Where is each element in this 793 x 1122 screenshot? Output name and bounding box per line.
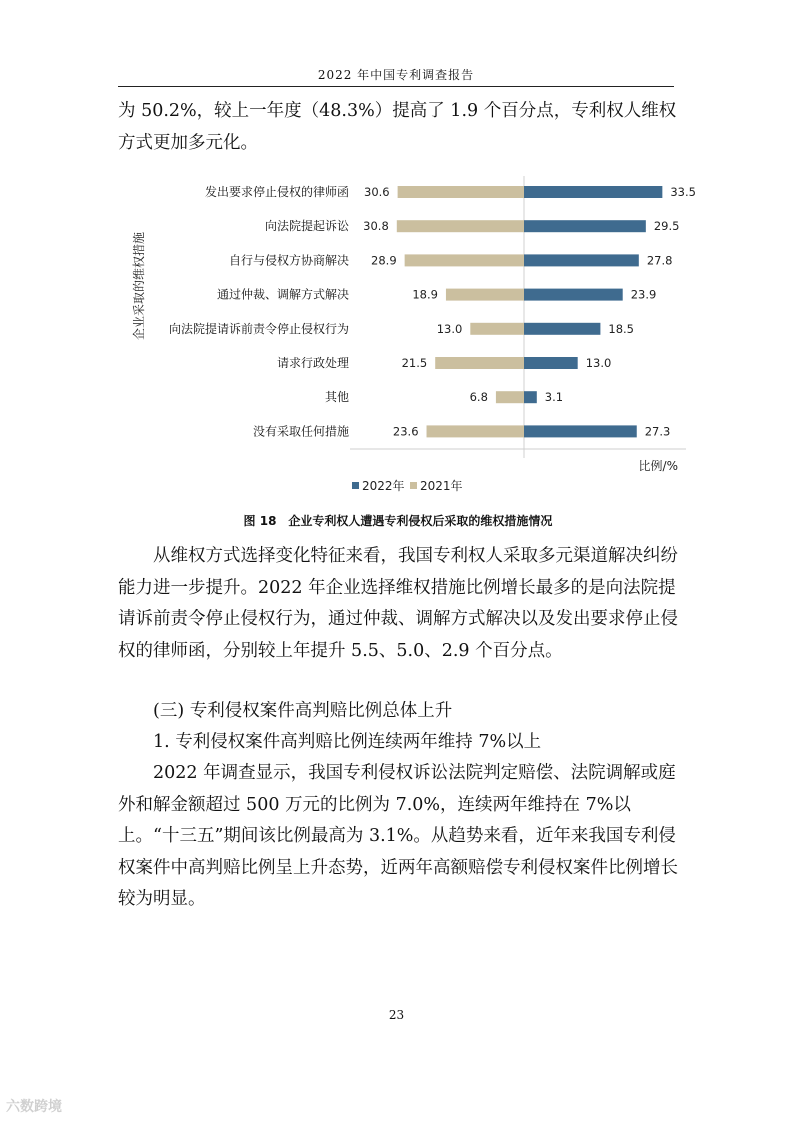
bar-2021 (446, 289, 524, 301)
bar-2021 (405, 254, 524, 266)
category-label: 其他 (324, 390, 349, 405)
section-heading: (三) 专利侵权案件高判赔比例总体上升 (153, 701, 453, 721)
value-label-2022: 13.0 (585, 356, 612, 370)
bar-2021 (470, 323, 524, 335)
value-label-2021: 28.9 (371, 253, 397, 268)
bar-2021 (435, 357, 524, 369)
diverging-bar-chart (118, 172, 696, 504)
bar-2021 (427, 425, 524, 437)
category-label: 发出要求停止侵权的律师函 (204, 185, 349, 199)
bar-2022 (524, 289, 623, 301)
bar-2021 (496, 391, 524, 403)
watermark-logo: 六数跨境 (6, 1099, 62, 1115)
category-label: 请求行政处理 (276, 356, 349, 370)
bar-2022 (524, 323, 600, 335)
category-label: 向法院提请诉前责令停止侵权行为 (168, 321, 349, 336)
body-paragraph: 从维权方式选择变化特征来看，我国专利权人采取多元渠道解决纠纷能力进一步提升。2022 年企业选择维权措施比例增长最多的是向法院提请诉前责令停止侵权行为，通过仲裁、调解方式解决以及发出要求停止侵权的律师函，分别较上年提升 5.5、5.0、2.9 个百分点。 (118, 546, 678, 661)
y-axis-title: 企业采取的维权措施 (132, 231, 146, 341)
value-label-2021: 18.9 (412, 287, 438, 302)
bar-2021 (397, 220, 524, 232)
body-paragraph-2: 2022 年调查显示，我国专利侵权诉讼法院判定赔偿、法院调解或庭外和解金额超过 500 万元的比例为 7.0%，连续两年维持在 7%以上。“十三五”期间该比例最高为 3.1%。从趋势来看，近年来我国专利侵权案件中高判赔比例呈上升态势，近两年高额赔偿专利侵权案件比例增长较为明显。 (118, 763, 678, 909)
value-label-2022: 23.9 (630, 287, 657, 302)
value-label-2022: 33.5 (670, 185, 696, 199)
bar-2022 (524, 357, 578, 369)
intro-paragraph: 为 50.2%，较上一年度（48.3%）提高了 1.9 个百分点，专利权人维权方式更加多元化。 (118, 101, 677, 153)
subsection-heading: 1. 专利侵权案件高判赔比例连续两年维持 7%以上 (153, 732, 542, 752)
value-label-2021: 13.0 (436, 321, 463, 336)
category-label: 自行与侵权方协商解决 (228, 253, 349, 268)
value-label-2022: 27.3 (644, 424, 671, 439)
header-divider (118, 86, 674, 87)
page-number: 23 (388, 1008, 405, 1022)
legend-label: 2022年 (362, 479, 405, 493)
value-label-2021: 30.6 (364, 185, 390, 199)
bar-2022 (524, 220, 646, 232)
category-label: 通过仲裁、调解方式解决 (216, 287, 349, 302)
value-label-2022: 18.5 (608, 321, 635, 336)
value-label-2021: 30.8 (363, 219, 389, 234)
value-label-2022: 3.1 (544, 390, 564, 405)
bar-2022 (524, 391, 537, 403)
legend-swatch (352, 482, 359, 489)
value-label-2021: 6.8 (469, 390, 488, 405)
figure-caption: 图 18 企业专利权人遭遇专利侵权后采取的维权措施情况 (243, 514, 553, 528)
bar-2021 (398, 186, 524, 198)
value-label-2021: 21.5 (401, 356, 428, 370)
page-header: 2022 年中国专利调查报告 (317, 68, 475, 82)
category-label: 向法院提起诉讼 (264, 219, 349, 234)
value-label-2022: 29.5 (653, 219, 680, 234)
legend-label: 2021年 (420, 479, 463, 493)
bar-2022 (524, 186, 662, 198)
value-label-2022: 27.8 (646, 253, 673, 268)
legend-swatch (410, 482, 417, 489)
value-label-2021: 23.6 (392, 424, 419, 439)
x-axis-title: 比例/% (638, 459, 678, 473)
bar-2022 (524, 425, 637, 437)
category-label: 没有采取任何措施 (252, 424, 349, 439)
bar-2022 (524, 254, 639, 266)
